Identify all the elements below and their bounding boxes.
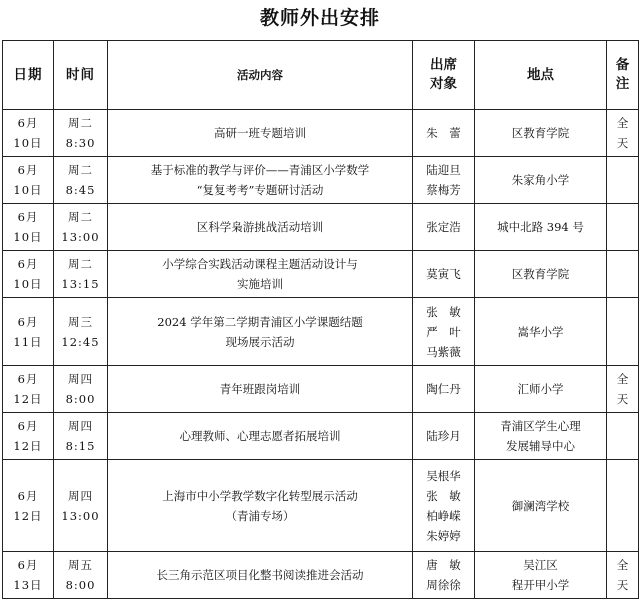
cell-attendees [413, 251, 475, 298]
cell-date [3, 413, 54, 460]
column-header-location [475, 41, 607, 110]
cell-location-line: 区教育学院 [511, 126, 570, 140]
cell-location-line: 青浦区学生心理 [500, 419, 581, 433]
cell-attendees [413, 204, 475, 251]
cell-time [54, 552, 108, 599]
cell-date-line: 10日 [13, 230, 43, 244]
cell-remark [607, 110, 639, 157]
cell-attendees-line: 唐 敏 [426, 558, 461, 572]
table-row [3, 460, 639, 552]
cell-attendees [413, 460, 475, 552]
cell-location [475, 110, 607, 157]
column-header-remark-line: 注 [615, 76, 630, 92]
cell-remark [607, 204, 639, 251]
cell-location-line: 区教育学院 [511, 267, 570, 281]
cell-date [3, 204, 54, 251]
cell-activity [108, 552, 413, 599]
cell-date-line: 6月 [17, 314, 39, 329]
cell-date-line: 6月 [17, 210, 39, 224]
cell-activity [108, 251, 413, 298]
cell-remark [607, 413, 639, 460]
column-header-time-line: 时间 [66, 66, 95, 83]
table-row [3, 552, 639, 599]
column-header-time [54, 41, 108, 110]
cell-activity-line: 长三角示范区项目化整书阅读推进会活动 [156, 568, 364, 582]
cell-date-line: 10日 [13, 277, 43, 291]
cell-date-line: 11日 [13, 334, 43, 349]
cell-attendees-line: 吴根华 [426, 468, 461, 483]
cell-attendees-line: 柏峥嵘 [426, 508, 461, 523]
cell-location-line: 汇师小学 [517, 382, 564, 396]
cell-activity [108, 298, 413, 366]
cell-location-line: 朱家角小学 [511, 173, 570, 187]
cell-time [54, 110, 108, 157]
cell-location [475, 413, 607, 460]
cell-time-line: 8:00 [65, 392, 96, 406]
cell-activity-line: 2024 学年第二学期青浦区小学课题结题 [157, 314, 363, 329]
table-row [3, 157, 639, 204]
cell-location-line: 嵩华小学 [517, 324, 564, 339]
cell-activity-line: 基于标准的教学与评价——青浦区小学数学 [150, 163, 370, 177]
cell-activity-line: “复复考考”专题研讨活动 [196, 183, 324, 197]
cell-date [3, 298, 54, 366]
table-row [3, 298, 639, 366]
table-row [3, 251, 639, 298]
schedule-body [3, 41, 639, 599]
cell-time-line: 13:00 [61, 230, 100, 244]
cell-activity-line: （青浦专场） [225, 508, 295, 523]
column-header-attendees [413, 41, 475, 110]
cell-location [475, 366, 607, 413]
cell-date-line: 12日 [13, 439, 43, 453]
table-row [3, 413, 639, 460]
cell-time-line: 12:45 [61, 334, 100, 349]
cell-remark-line: 天 [616, 136, 629, 150]
cell-time [54, 460, 108, 552]
cell-location-line: 吴江区 [523, 558, 558, 572]
cell-date [3, 251, 54, 298]
column-header-date [3, 41, 54, 110]
cell-activity [108, 413, 413, 460]
cell-time-line: 8:30 [65, 136, 96, 150]
cell-time-line: 8:45 [65, 183, 96, 197]
cell-date-line: 6月 [17, 163, 39, 177]
cell-location [475, 157, 607, 204]
cell-time [54, 413, 108, 460]
cell-attendees-line: 马紫薇 [426, 344, 461, 359]
column-header-attendees-line: 出席 [430, 57, 457, 73]
cell-date [3, 552, 54, 599]
cell-date [3, 460, 54, 552]
cell-activity-line: 现场展示活动 [225, 334, 295, 349]
header-row [3, 41, 639, 110]
cell-date-line: 10日 [13, 183, 43, 197]
column-header-attendees-line: 对象 [430, 76, 457, 92]
cell-time-line: 13:15 [61, 277, 100, 291]
cell-activity-line: 心理教师、心理志愿者拓展培训 [179, 429, 341, 443]
cell-remark [607, 251, 639, 298]
column-header-remark-line: 备 [615, 57, 630, 73]
cell-date [3, 110, 54, 157]
cell-remark [607, 460, 639, 552]
table-row [3, 110, 639, 157]
cell-activity-line: 青年班跟岗培训 [219, 382, 301, 396]
cell-activity [108, 204, 413, 251]
cell-attendees-line: 朱 蕾 [426, 126, 461, 140]
cell-time-line: 周二 [68, 257, 93, 271]
column-header-location-line: 地点 [527, 66, 554, 83]
cell-location-line: 程开甲小学 [511, 578, 570, 592]
cell-time-line: 周三 [68, 314, 93, 329]
cell-remark [607, 157, 639, 204]
cell-time-line: 周二 [68, 210, 93, 224]
cell-attendees [413, 366, 475, 413]
column-header-activity-line: 活动内容 [237, 67, 283, 82]
cell-location [475, 460, 607, 552]
page-title: 教师外出安排 [259, 7, 380, 29]
cell-date-line: 6月 [17, 372, 39, 386]
cell-remark-line: 全 [616, 372, 629, 386]
column-header-remark [607, 41, 639, 110]
cell-attendees [413, 552, 475, 599]
table-row [3, 366, 639, 413]
cell-location [475, 298, 607, 366]
cell-date-line: 6月 [17, 488, 39, 503]
cell-date-line: 6月 [17, 116, 39, 130]
cell-attendees-line: 严 叶 [426, 324, 461, 339]
cell-time-line: 周二 [68, 116, 93, 130]
cell-date [3, 157, 54, 204]
cell-date-line: 12日 [13, 392, 43, 406]
cell-attendees-line: 张 敏 [426, 488, 461, 503]
cell-attendees-line: 朱婷婷 [426, 528, 461, 543]
column-header-date-line: 日期 [13, 66, 43, 83]
cell-activity-line: 区科学枭游挑战活动培训 [196, 220, 324, 234]
cell-remark [607, 298, 639, 366]
cell-attendees-line: 张定浩 [426, 220, 461, 234]
cell-remark-line: 全 [616, 558, 629, 572]
cell-activity-line: 实施培训 [237, 277, 283, 291]
cell-time-line: 周四 [68, 488, 93, 503]
cell-attendees-line: 蔡梅芳 [426, 183, 461, 197]
cell-attendees-line: 陆珍月 [426, 429, 461, 443]
cell-activity [108, 460, 413, 552]
cell-activity-line: 高研一班专题培训 [214, 126, 306, 140]
cell-time-line: 周二 [68, 163, 93, 177]
cell-attendees-line: 陶仁丹 [426, 382, 461, 396]
cell-location-line: 城中北路 394 号 [497, 220, 584, 234]
cell-time-line: 13:00 [61, 508, 100, 523]
cell-time-line: 8:00 [65, 578, 96, 592]
table-row [3, 204, 639, 251]
cell-attendees [413, 157, 475, 204]
cell-time-line: 周四 [68, 419, 93, 433]
cell-attendees-line: 莫寅飞 [426, 267, 461, 281]
cell-remark-line: 天 [616, 578, 629, 592]
cell-time [54, 157, 108, 204]
cell-time [54, 366, 108, 413]
cell-attendees [413, 110, 475, 157]
cell-time-line: 周四 [68, 372, 93, 386]
cell-attendees-line: 张 敏 [426, 304, 461, 319]
column-header-activity [108, 41, 413, 110]
schedule-table [2, 40, 639, 599]
cell-time [54, 251, 108, 298]
cell-activity [108, 110, 413, 157]
cell-remark [607, 366, 639, 413]
cell-remark-line: 全 [616, 116, 629, 130]
cell-location [475, 251, 607, 298]
cell-time [54, 204, 108, 251]
cell-activity [108, 157, 413, 204]
cell-date-line: 6月 [17, 419, 39, 433]
cell-activity [108, 366, 413, 413]
cell-date-line: 10日 [13, 136, 43, 150]
cell-activity-line: 上海市中小学教学数字化转型展示活动 [162, 488, 358, 503]
cell-date-line: 13日 [13, 578, 43, 592]
cell-date [3, 366, 54, 413]
cell-location [475, 204, 607, 251]
cell-date-line: 6月 [17, 257, 39, 271]
cell-attendees-line: 周徐徐 [426, 578, 461, 592]
cell-attendees [413, 298, 475, 366]
cell-remark-line: 天 [616, 392, 629, 406]
cell-attendees [413, 413, 475, 460]
cell-location [475, 552, 607, 599]
cell-attendees-line: 陆迎旦 [426, 163, 461, 177]
cell-date-line: 12日 [13, 508, 43, 523]
cell-activity-line: 小学综合实践活动课程主题活动设计与 [162, 257, 358, 271]
cell-location-line: 发展辅导中心 [506, 439, 575, 453]
cell-remark [607, 552, 639, 599]
cell-time-line: 周五 [68, 558, 93, 572]
cell-location-line: 御澜湾学校 [511, 498, 570, 513]
cell-date-line: 6月 [17, 558, 39, 572]
cell-time [54, 298, 108, 366]
cell-time-line: 8:15 [65, 439, 96, 453]
